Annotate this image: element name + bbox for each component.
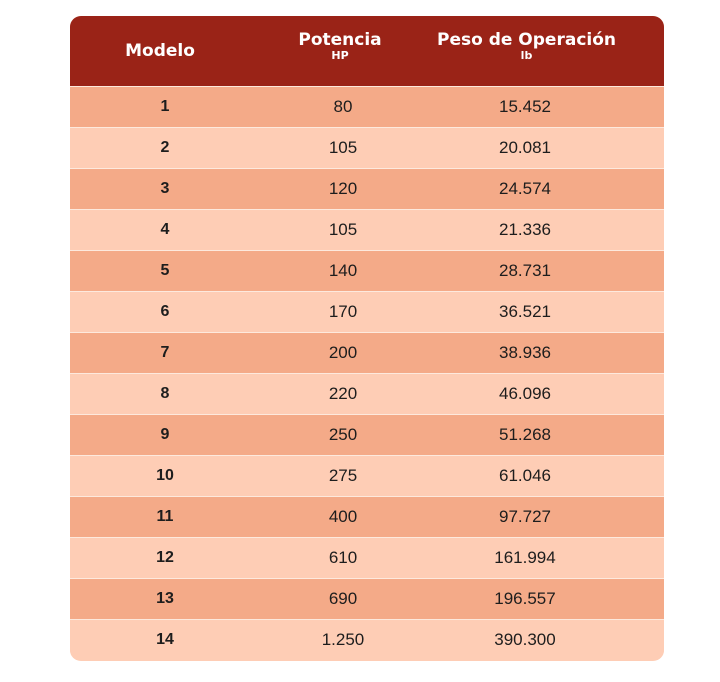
table-row — [70, 86, 664, 127]
cell-potencia: 105 — [328, 220, 358, 239]
table-row — [70, 168, 664, 209]
cell-modelo: 4 — [160, 221, 170, 238]
table-row — [70, 455, 664, 496]
cell-potencia: 400 — [328, 507, 358, 526]
cell-peso: 97.727 — [499, 507, 551, 526]
cell-peso: 28.731 — [499, 261, 551, 280]
table-row — [70, 291, 664, 332]
cell-peso: 51.268 — [499, 425, 551, 444]
header-potencia-unit: HP — [331, 49, 349, 62]
header-modelo — [70, 16, 250, 86]
cell-modelo: 12 — [156, 549, 174, 566]
cell-potencia: 250 — [328, 425, 358, 444]
cell-modelo: 9 — [160, 426, 170, 443]
cell-potencia: 275 — [328, 466, 358, 485]
cell-peso: 38.936 — [499, 343, 551, 362]
cell-peso: 390.300 — [494, 630, 556, 649]
table-row — [70, 619, 664, 660]
table-row — [70, 373, 664, 414]
header-peso-unit: lb — [520, 49, 533, 62]
table-body — [70, 86, 664, 660]
cell-potencia: 170 — [328, 302, 358, 321]
cell-modelo: 13 — [156, 590, 174, 607]
table-row — [70, 496, 664, 537]
cell-peso: 36.521 — [499, 302, 551, 321]
table-row — [70, 209, 664, 250]
header-potencia-label: Potencia — [298, 30, 382, 50]
cell-potencia: 1.250 — [321, 630, 365, 649]
header-peso — [430, 16, 623, 86]
specs-table — [70, 16, 664, 661]
cell-potencia: 200 — [328, 343, 358, 362]
cell-potencia: 105 — [328, 138, 358, 157]
table-row — [70, 414, 664, 455]
cell-modelo: 3 — [160, 180, 170, 197]
table-row — [70, 127, 664, 168]
cell-potencia: 140 — [328, 261, 358, 280]
table-row — [70, 537, 664, 578]
table-header — [70, 16, 664, 86]
header-modelo-label: Modelo — [125, 41, 195, 61]
cell-potencia: 610 — [328, 548, 358, 567]
cell-potencia: 220 — [328, 384, 358, 403]
cell-peso: 24.574 — [499, 179, 551, 198]
cell-modelo: 5 — [160, 262, 170, 279]
cell-modelo: 6 — [160, 303, 170, 320]
cell-peso: 15.452 — [499, 97, 551, 116]
table-row — [70, 332, 664, 373]
cell-modelo: 14 — [156, 631, 174, 648]
cell-potencia: 80 — [333, 97, 353, 116]
header-peso-label: Peso de Operación — [436, 30, 616, 50]
cell-peso: 20.081 — [499, 138, 551, 157]
cell-peso: 161.994 — [494, 548, 556, 567]
table-row — [70, 250, 664, 291]
cell-peso: 196.557 — [494, 589, 556, 608]
cell-peso: 21.336 — [499, 220, 551, 239]
cell-peso: 61.046 — [499, 466, 551, 485]
cell-modelo: 10 — [156, 467, 174, 484]
cell-potencia: 690 — [328, 589, 358, 608]
cell-modelo: 11 — [156, 508, 174, 525]
cell-modelo: 2 — [160, 139, 170, 156]
header-potencia — [250, 16, 430, 86]
cell-potencia: 120 — [328, 179, 358, 198]
cell-modelo: 7 — [160, 344, 170, 361]
cell-peso: 46.096 — [499, 384, 551, 403]
cell-modelo: 1 — [160, 98, 170, 115]
table-row — [70, 578, 664, 619]
cell-modelo: 8 — [160, 385, 170, 402]
